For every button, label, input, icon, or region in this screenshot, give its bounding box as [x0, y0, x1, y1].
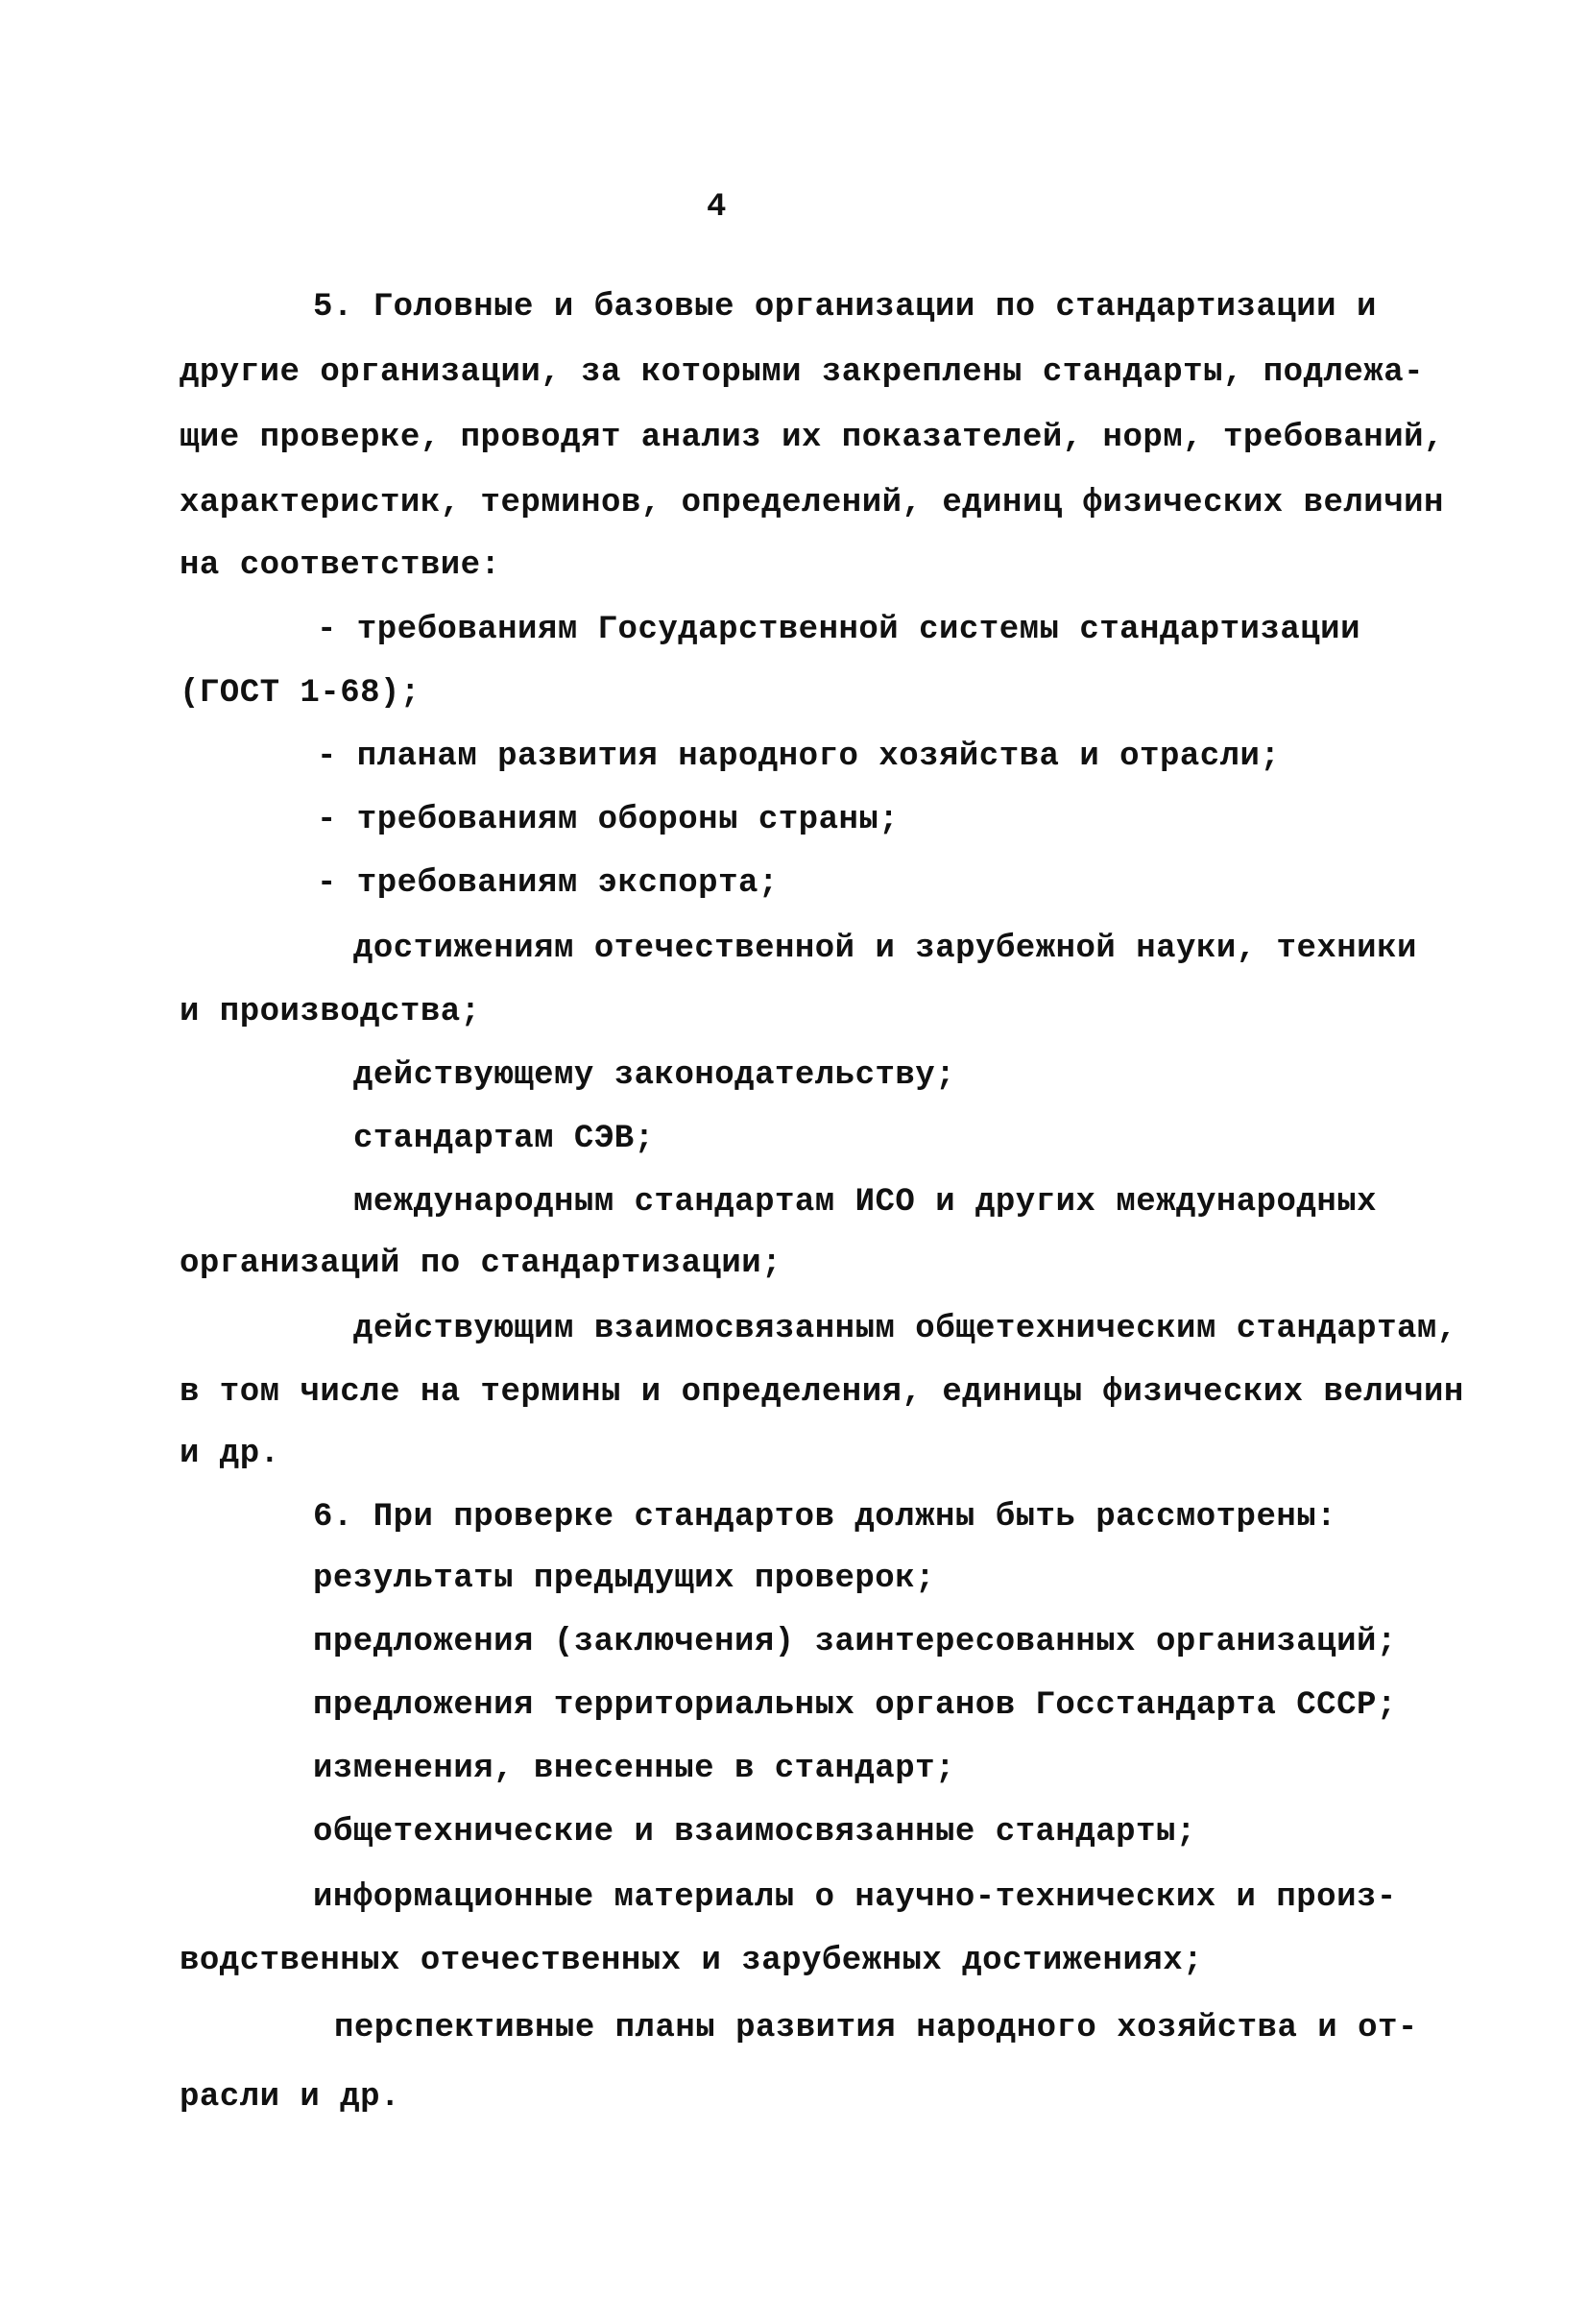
text-line: 6. При проверке стандартов должны быть рассмотрены: — [313, 1499, 1337, 1536]
text-line: - требованиям экспорта; — [317, 865, 779, 902]
text-line: действующему законодательству; — [353, 1057, 956, 1094]
text-line: организаций по стандартизации; — [180, 1246, 782, 1282]
text-line: расли и др. — [180, 2079, 400, 2116]
text-line: 5. Головные и базовые организации по стандартизации и — [313, 289, 1377, 326]
text-line: и др. — [180, 1436, 280, 1472]
text-line: информационные материалы о научно-технических и произ- — [313, 1879, 1397, 1916]
text-line: изменения, внесенные в стандарт; — [313, 1751, 955, 1787]
text-line: предложения территориальных органов Госстандарта СССР; — [313, 1687, 1397, 1724]
text-line: - требованиям обороны страны; — [317, 802, 900, 838]
text-line: предложения (заключения) заинтересованных организаций; — [313, 1624, 1397, 1660]
text-line: водственных отечественных и зарубежных достижениях; — [180, 1943, 1204, 1979]
text-line: - планам развития народного хозяйства и отрасли; — [317, 738, 1281, 775]
text-line: международным стандартам ИСО и других международных — [353, 1184, 1378, 1221]
text-line: стандартам СЭВ; — [353, 1121, 655, 1157]
text-line: в том числе на термины и определения, единицы физических величин — [180, 1374, 1464, 1411]
text-line: результаты предыдущих проверок; — [313, 1561, 936, 1597]
text-line: характеристик, терминов, определений, единиц физических величин — [180, 485, 1444, 521]
text-line: на соответствие: — [180, 547, 501, 584]
text-line: общетехнические и взаимосвязанные стандарты; — [313, 1814, 1196, 1851]
text-line: действующим взаимосвязанным общетехническим стандартам, — [353, 1311, 1457, 1347]
text-line: перспективные планы развития народного хозяйства и от- — [334, 2010, 1418, 2046]
text-line: и производства; — [180, 994, 481, 1030]
text-line: другие организации, за которыми закреплены стандарты, подлежа- — [180, 354, 1425, 391]
text-line: - требованиям Государственной системы стандартизации — [317, 612, 1360, 648]
page-number: 4 — [707, 189, 727, 226]
text-line: достижениям отечественной и зарубежной науки, техники — [353, 931, 1417, 967]
text-line: (ГОСТ 1-68); — [180, 675, 421, 712]
text-line: щие проверке, проводят анализ их показателей, норм, требований, — [180, 420, 1444, 456]
